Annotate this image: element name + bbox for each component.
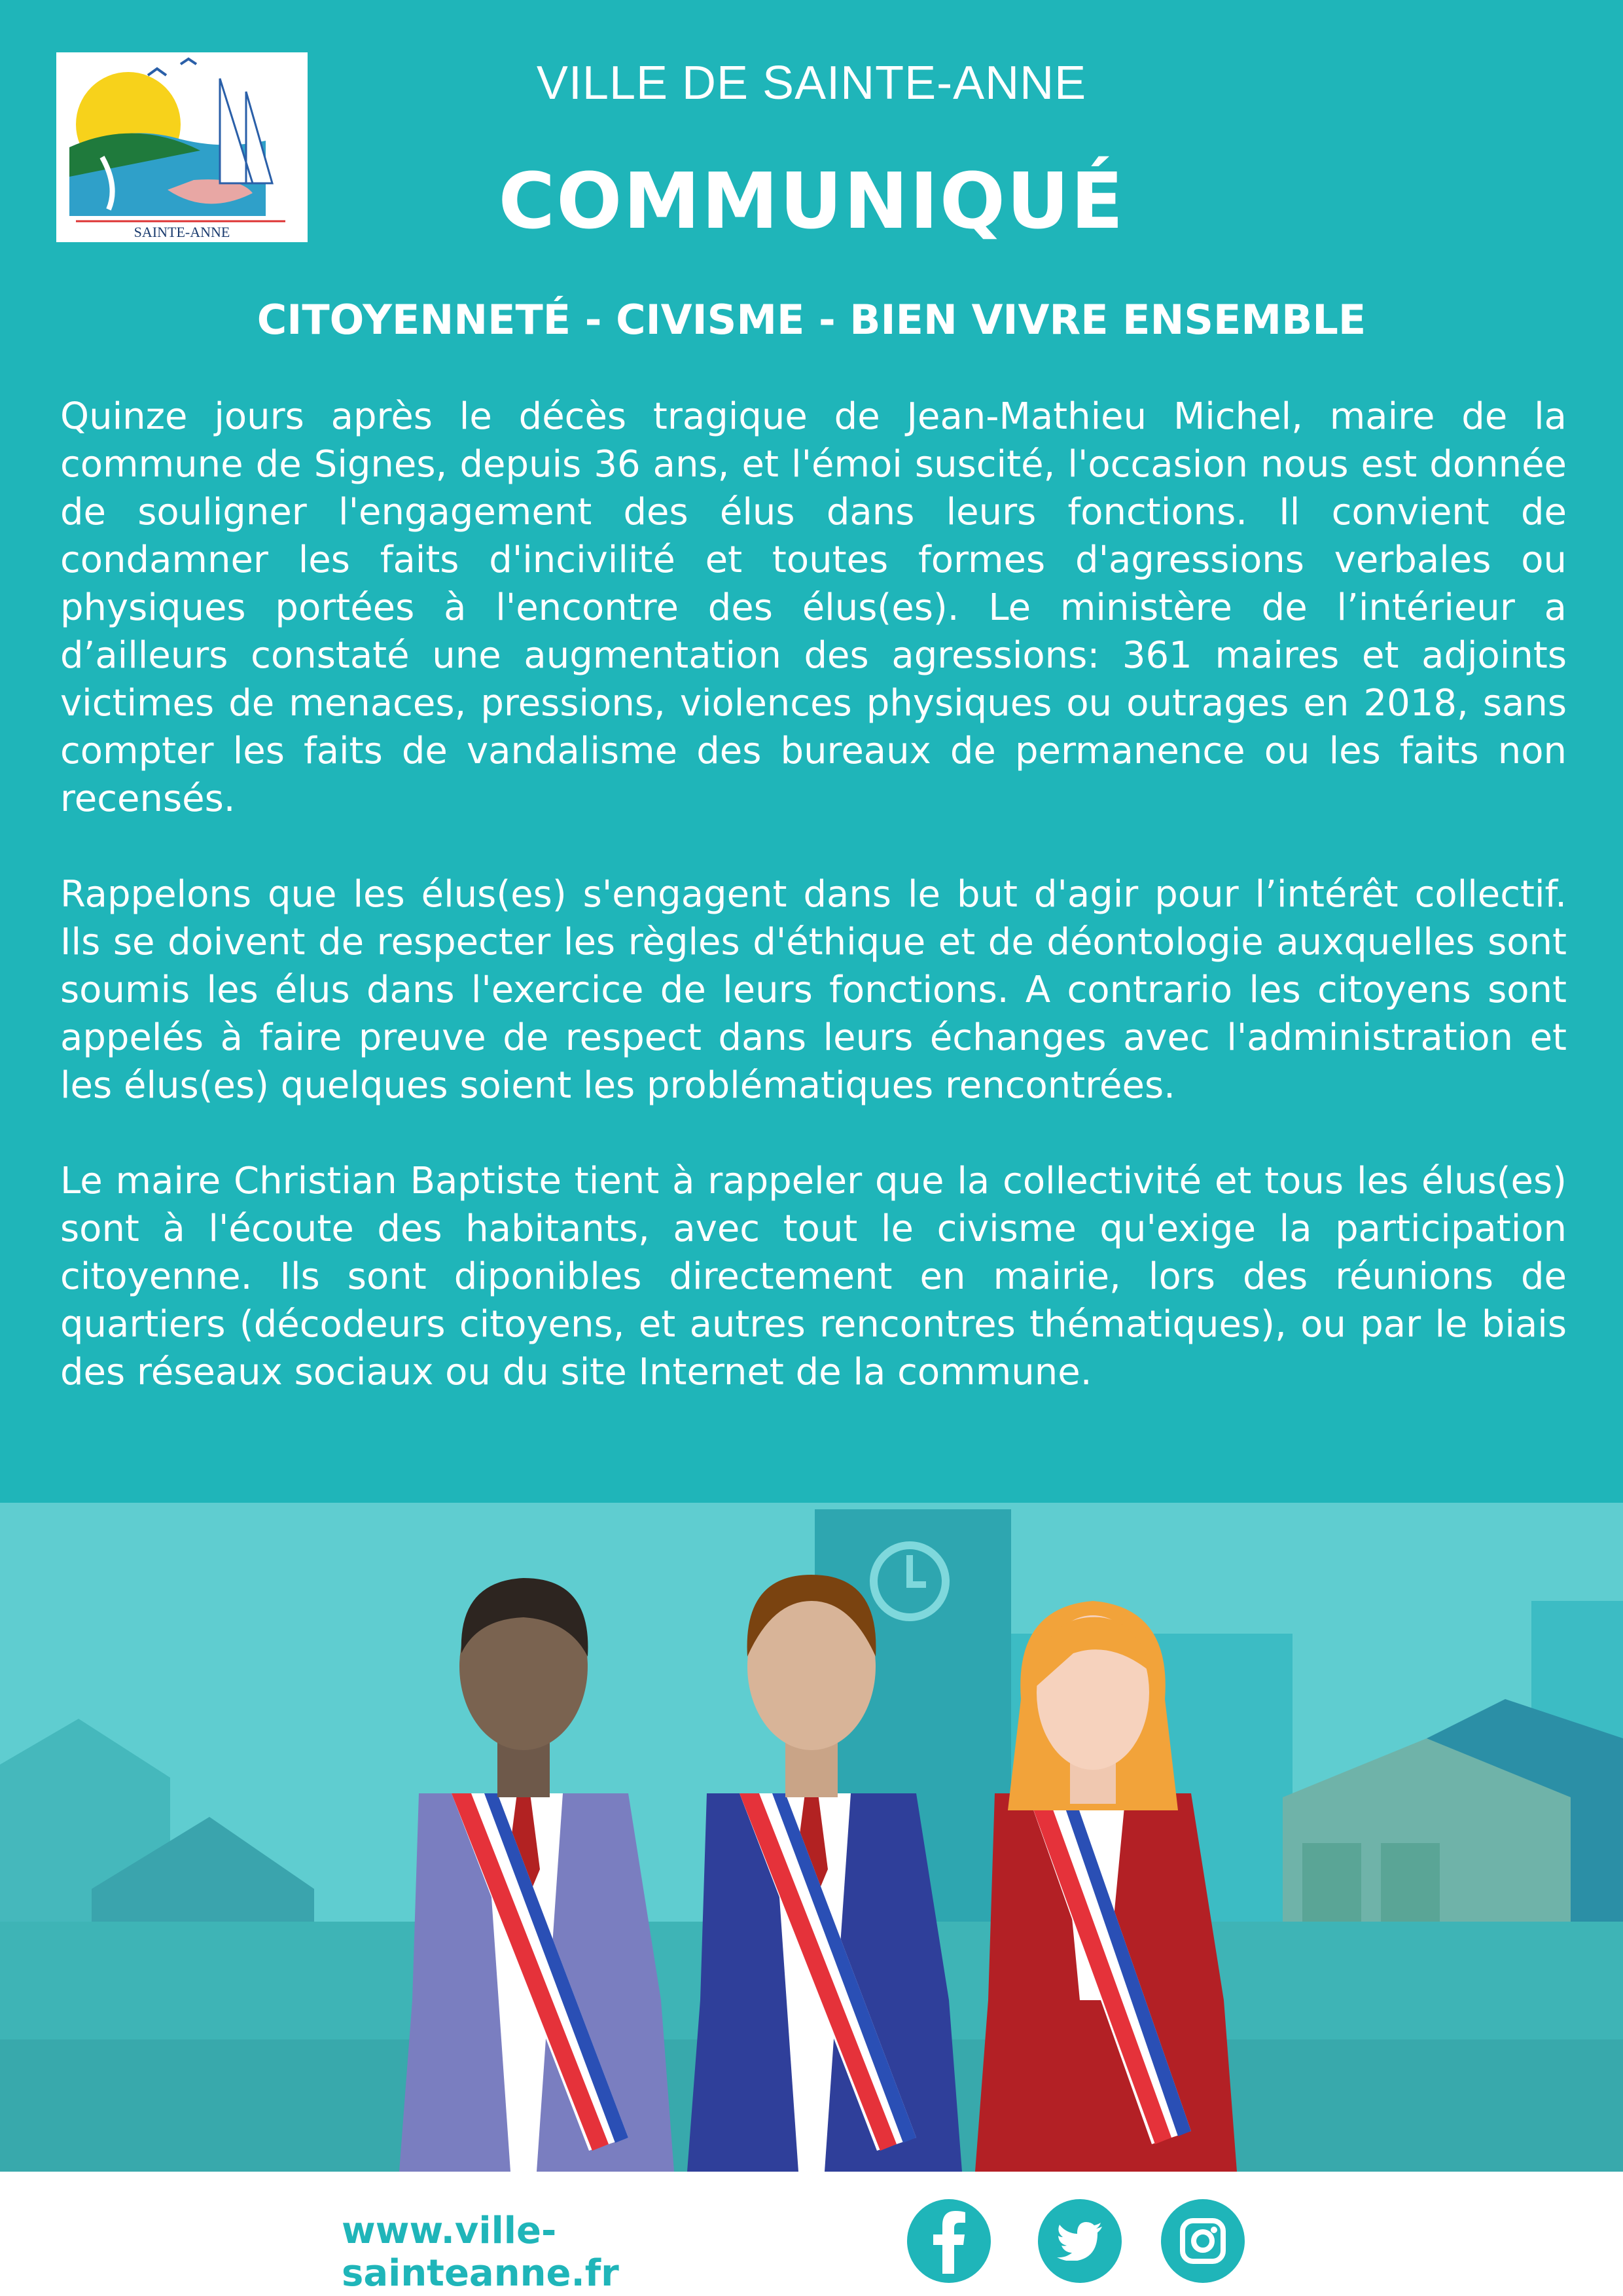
communique-body bbox=[60, 393, 1567, 1444]
footer bbox=[0, 2172, 1623, 2296]
body-paragraph: Quinze jours après le décès tragique de Jean-Mathieu Michel, maire de la commune de Signes, depuis 36 ans, et l'émoi suscité, l'occasion nous est donnée de souligner l'engagement des élus dans leurs fonctions. Il convient de condamner les faits d'incivilité et toutes formes d'agressions verbales ou physiques portées à l'encontre des élus(es). Le ministère de l’intérieur a d’ailleurs constaté une augmentation des agressions: 361 maires et adjoints victimes de menaces, pressions, violences physiques ou outrages en 2018, sans compter les faits de vandalisme des bureaux de permanence ou les faits non recensés. bbox=[60, 395, 1567, 820]
page-subtitle: CITOYENNETÉ - CIVISME - BIEN VIVRE ENSEMBLE bbox=[257, 296, 1366, 344]
instagram-icon[interactable] bbox=[1161, 2199, 1245, 2283]
page-title: COMMUNIQUÉ bbox=[498, 156, 1125, 246]
body-paragraph: Rappelons que les élus(es) s'engagent dans le but d'agir pour l’intérêt collectif. Ils se doivent de respecter les règles d'éthique et de déontologie auxquelles sont soumis les élus dans l'exercice de leurs fonctions. A contrario les citoyens sont appelés à faire preuve de respect dans leurs échanges avec l'administration et les élus(es) quelques soient les problématiques rencontrées. bbox=[60, 873, 1567, 1107]
facebook-icon[interactable] bbox=[907, 2199, 991, 2283]
website-link[interactable]: www.ville-sainteanne.fr bbox=[342, 2210, 619, 2295]
body-paragraph: Le maire Christian Baptiste tient à rappeler que la collectivité et tous les élus(es) sont à l'écoute des habitants, avec tout le civisme qu'exige la participation citoyenne. Ils sont diponibles directement en mairie, lors des réunions de quartiers (décodeurs citoyens, et autres rencontres thématiques), ou par le biais des réseaux sociaux ou du site Internet de la commune. bbox=[60, 1160, 1567, 1393]
city-heading: VILLE DE SAINTE-ANNE bbox=[536, 57, 1087, 109]
twitter-icon[interactable] bbox=[1038, 2199, 1122, 2283]
elected-officials-illustration bbox=[0, 1503, 1623, 2172]
logo-name: SAINTE-ANNE bbox=[134, 224, 230, 240]
